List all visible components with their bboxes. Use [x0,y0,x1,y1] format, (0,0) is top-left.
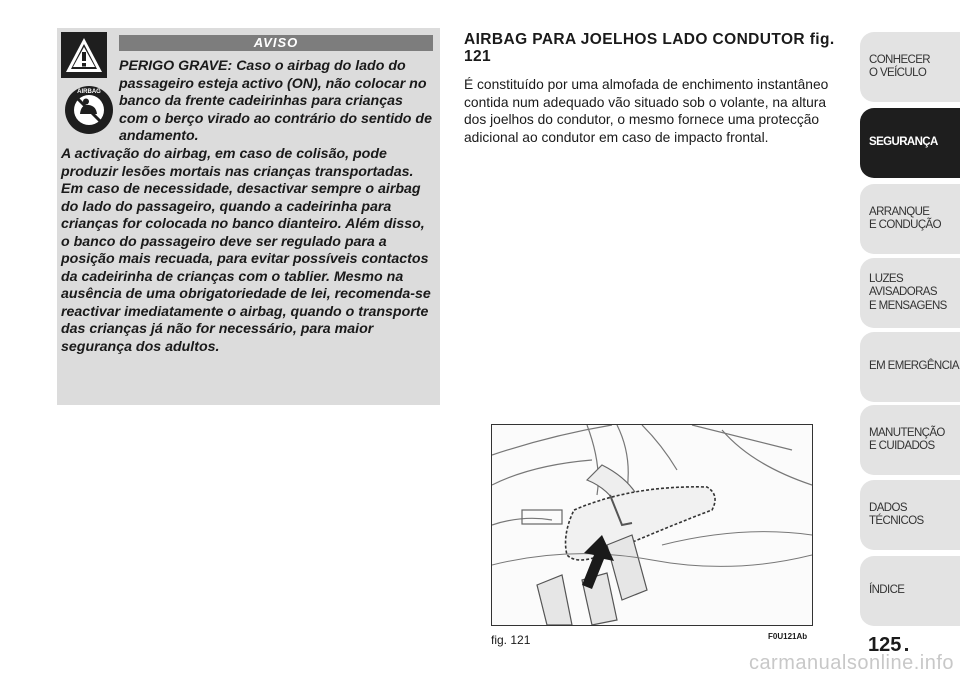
tab-label: ÍNDICE [869,584,905,597]
figure-code: F0U121Ab [768,632,808,641]
watermark: carmanualsonline.info [748,652,954,674]
tab-indice[interactable] [860,556,960,626]
tab-luzes-avisadoras[interactable] [860,258,960,328]
tab-label: SEGURANÇA [869,136,938,149]
page-dot [905,648,908,651]
tab-label: DADOS TÉCNICOS [869,501,924,527]
tab-label: EM EMERGÊNCIA [869,360,959,373]
tab-seguranca[interactable] [860,108,960,178]
section-body: É constituído por uma almofada de enchimento instantâneo contida num adequado vão situado sob o volante, na altura dos joelhos do condutor, o mesmo fornece uma protecção adicional ao condutor em caso de impacto frontal. [464,77,829,145]
tab-label: LUZES AVISADORAS E MENSAGENS [869,272,947,312]
tab-conhecer-o-veiculo[interactable] [860,32,960,102]
page-number: 125 [868,634,902,656]
section-title: AIRBAG PARA JOELHOS LADO CONDUTOR fig. 121 [464,31,835,65]
warning-box [57,28,440,405]
knee-airbag-illustration [492,425,812,625]
airbag-icon-text: AIRBAG [77,89,101,95]
warning-triangle-icon [61,32,107,78]
airbag-child-seat-prohibited-icon [63,84,115,136]
tab-label: MANUTENÇÃO E CUIDADOS [869,426,945,452]
figure-knee-airbag [491,424,813,626]
warning-body-text: A activação do airbag, em caso de colisão, pode produzir lesões mortais nas crianças transportadas. Em caso de necessidade, desactivar sempre o airbag do lado do passageiro, quando a cadeirinha para crianças for colocada no banco dianteiro. Além disso, o banco do passageiro deve ser regulado para a posição mais recuada, para evitar possíveis contactos da cadeirinha de crianças com o tablier. Mesmo na ausência de uma obrigatoriedade de lei, recomenda-se reactivar imediatamente o airbag, quando o transporte das crianças já não for necessário, para maior segurança dos adultos. [61,146,431,355]
tab-arranque-e-conducao[interactable] [860,184,960,254]
tab-dados-tecnicos[interactable] [860,480,960,550]
tab-em-emergencia[interactable] [860,332,960,402]
warning-header: AVISO [119,35,433,51]
tab-manutencao-e-cuidados[interactable] [860,405,960,475]
tab-label: CONHECER O VEÍCULO [869,53,931,79]
figure-caption: fig. 121 [491,633,531,647]
tab-label: ARRANQUE E CONDUÇÃO [869,205,941,231]
warning-lead-text: PERIGO GRAVE: Caso o airbag do lado do passageiro esteja activo (ON), não colocar no banco da frente cadeirinhas para crianças com o berço virado ao contrário do sentido de andamento. [119,58,432,144]
